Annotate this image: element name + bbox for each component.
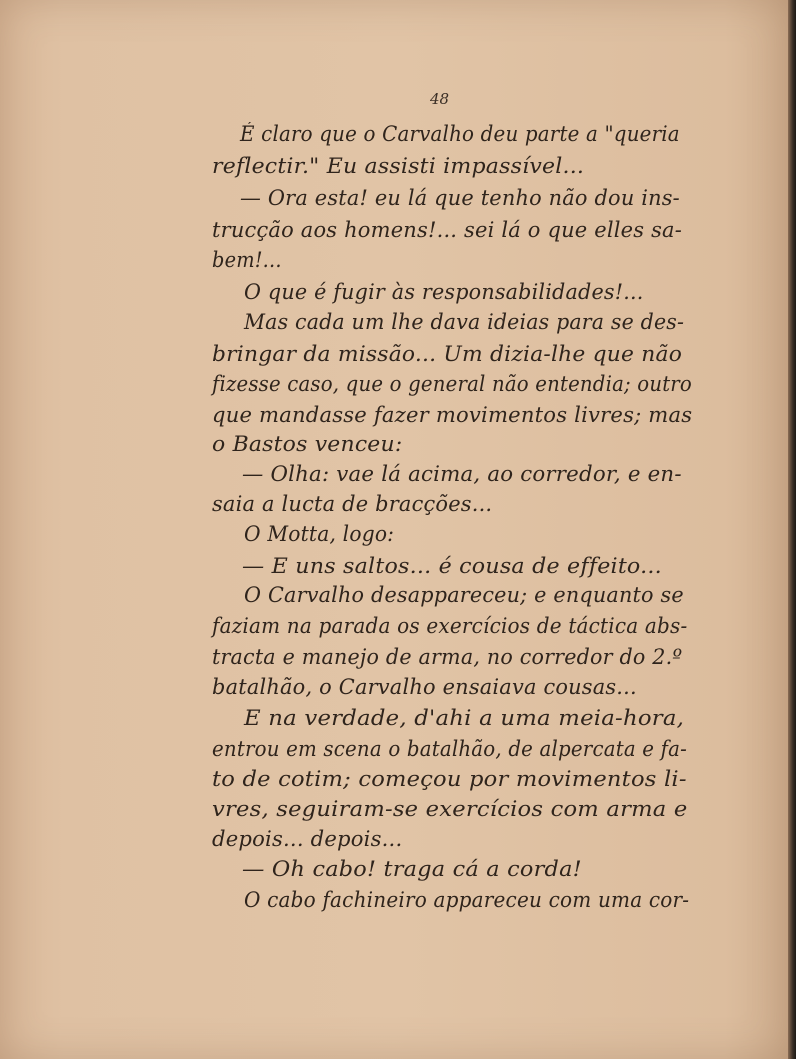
text-line: tracta e manejo de arma, no corredor do 2.º [212, 645, 683, 669]
text-line: reflectir." Eu assisti impassível... [212, 154, 585, 178]
text-line: fizesse caso, que o general não entendia; outro [212, 372, 692, 396]
text-line: entrou em scena o batalhão, de alpercata e fa- [212, 737, 688, 761]
text-line: — Oh cabo! traga cá a corda! [242, 857, 582, 881]
text-line: bringar da missão... Um dizia-lhe que não [212, 342, 683, 366]
text-line: to de cotim; começou por movimentos li- [212, 767, 687, 791]
text-line: O que é fugir às responsabilidades!... [244, 280, 644, 304]
text-line: O Motta, logo: [244, 522, 395, 546]
text-line: depois... depois... [212, 827, 403, 851]
text-line: o Bastos venceu: [212, 432, 403, 456]
text-line: batalhão, o Carvalho ensaiava cousas... [212, 675, 637, 699]
text-line: bem!... [212, 248, 282, 272]
page-edge [788, 0, 796, 1059]
text-line: Mas cada um lhe dava ideias para se des- [244, 310, 685, 334]
text-line: — Ora esta! eu lá que tenho não dou ins- [240, 186, 680, 210]
text-line: saia a lucta de bracções... [212, 492, 493, 516]
text-line: que mandasse fazer movimentos livres; mas [212, 403, 693, 427]
text-line: faziam na parada os exercícios de táctica abs- [212, 614, 688, 638]
text-line: O cabo fachineiro appareceu com uma cor- [244, 888, 690, 912]
text-line: — E uns saltos... é cousa de effeito... [242, 554, 662, 578]
text-line: É claro que o Carvalho deu parte a "queria [240, 122, 680, 146]
text-line: vres, seguiram-se exercícios com arma e [212, 797, 688, 821]
text-line: — Olha: vae lá acima, ao corredor, e en- [242, 462, 682, 486]
text-line: trucção aos homens!... sei lá o que elles sa- [212, 218, 683, 242]
text-line: O Carvalho desappareceu; e enquanto se [244, 583, 684, 607]
text-line: E na verdade, d'ahi a uma meia-hora, [244, 706, 685, 730]
page-number: 48 [430, 90, 450, 108]
